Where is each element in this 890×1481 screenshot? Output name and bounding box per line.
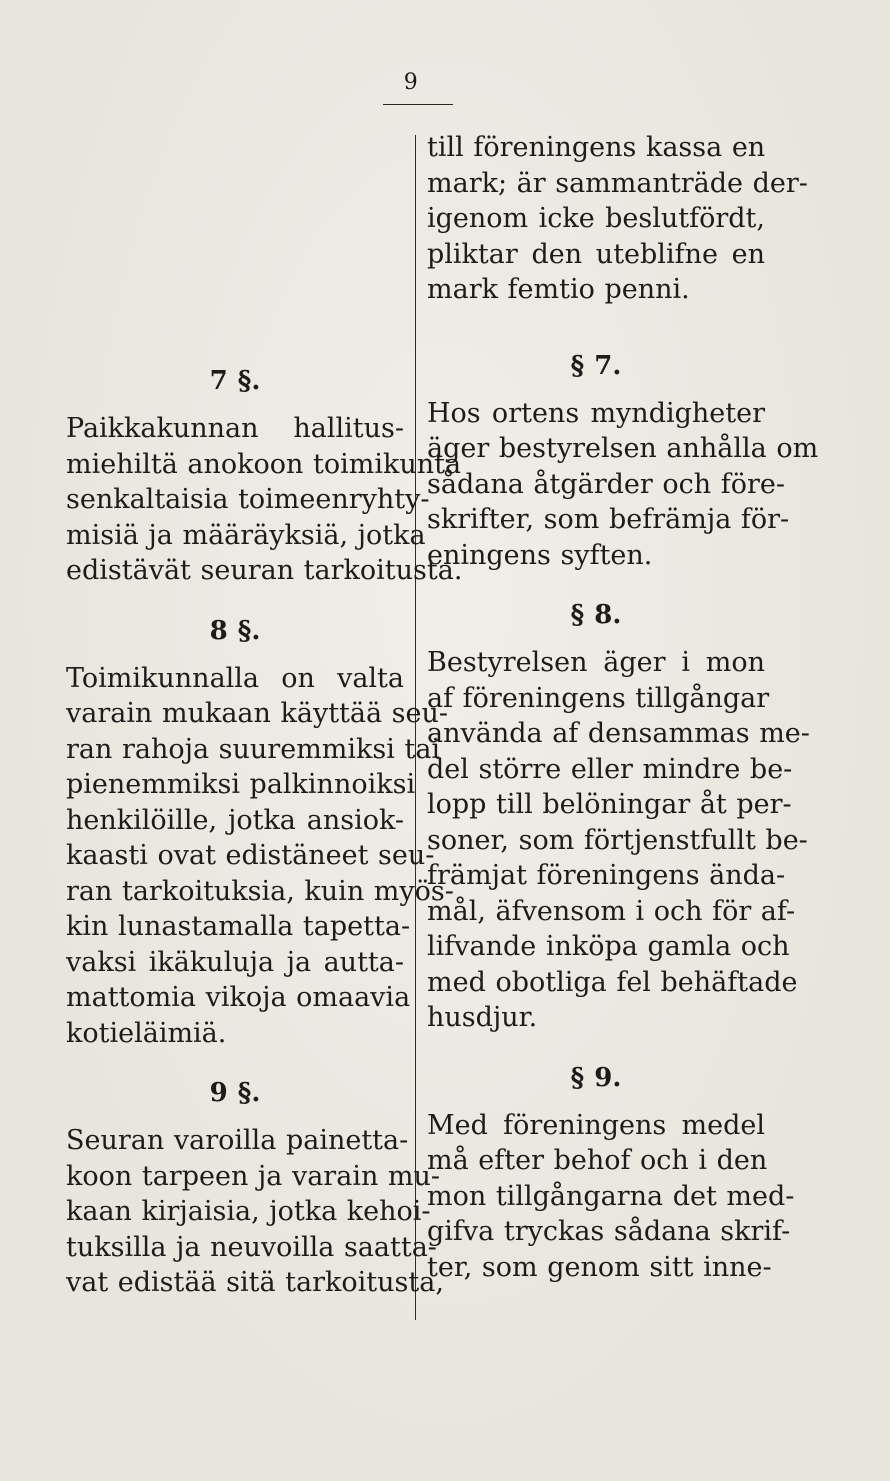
- text-line: varain mukaan käyttää seu-: [66, 698, 449, 729]
- text-line: Bestyrelsen äger i mon: [427, 647, 765, 678]
- section-8-finnish: [66, 601, 454, 1052]
- text-line: koon tarpeen ja varain mu-: [66, 1160, 441, 1192]
- section-8-swedish: [427, 585, 810, 1036]
- text-line: del större eller mindre be-: [427, 753, 793, 785]
- section-heading: § 8.: [570, 600, 622, 630]
- text-line: pliktar den uteblifne en: [427, 238, 765, 270]
- text-line: igenom icke beslutfördt,: [427, 203, 765, 234]
- page-number-rule: [383, 104, 453, 105]
- section-heading: 9 §.: [209, 1078, 261, 1108]
- section-9-finnish: [66, 1063, 444, 1301]
- text-line: kin lunastamalla tapetta-: [66, 911, 411, 942]
- swedish-column: [427, 130, 819, 1285]
- text-line: miehiltä anokoon toimikunta: [66, 448, 462, 480]
- section-heading: 8 §.: [209, 615, 261, 646]
- text-line: pienemmiksi palkinnoiksi: [66, 769, 416, 800]
- text-line: mattomia vikoja omaavia: [66, 982, 411, 1013]
- text-line: Paikkakunnan hallitus-: [66, 413, 404, 444]
- text-line: använda af densammas me-: [427, 718, 810, 749]
- text-line: mon tillgångarna det med-: [427, 1180, 795, 1212]
- text-line: kotieläimiä.: [66, 1017, 227, 1049]
- text-line: soner, som förtjenstfullt be-: [427, 824, 808, 856]
- page-number: 9: [403, 70, 419, 95]
- text-line: Hos ortens myndigheter: [427, 397, 765, 429]
- text-line: vaksi ikäkuluja ja autta-: [66, 946, 404, 978]
- text-line: tuksilla ja neuvoilla saatta-: [66, 1231, 437, 1263]
- text-line: henkilöille, jotka ansiok-: [66, 804, 404, 836]
- text-line: Seuran varoilla painetta-: [66, 1125, 409, 1156]
- text-line: lopp till belöningar åt per-: [427, 789, 792, 820]
- section-heading: 7 §.: [209, 366, 261, 396]
- text-line: till föreningens kassa en: [427, 132, 766, 163]
- text-line: ran tarkoituksia, kuin myös-: [66, 875, 454, 907]
- section-heading: § 7.: [570, 350, 622, 381]
- text-line: med obotliga fel behäftade: [427, 966, 798, 998]
- section-7-finnish: [66, 351, 463, 589]
- text-line: mark femtio penni.: [427, 274, 690, 305]
- section-6-swedish-continuation: [427, 130, 808, 308]
- text-line: ran rahoja suuremmiksi tai: [66, 733, 441, 765]
- text-line: äger bestyrelsen anhålla om: [427, 433, 819, 464]
- section-7-swedish: [427, 336, 819, 574]
- text-line: lifvande inköpa gamla och: [427, 931, 790, 962]
- text-line: ter, som genom sitt inne-: [427, 1251, 772, 1283]
- text-line: senkaltaisia toimeenryhty-: [66, 484, 430, 515]
- text-line: gifva tryckas sådana skrif-: [427, 1216, 791, 1247]
- text-line: skrifter, som befrämja för-: [427, 504, 790, 535]
- text-line: sådana åtgärder och före-: [427, 468, 785, 500]
- text-line: edistävät seuran tarkoitusta.: [66, 555, 463, 586]
- text-line: af föreningens tillgångar: [427, 682, 770, 714]
- text-line: vat edistää sitä tarkoitusta,: [66, 1267, 444, 1298]
- text-line: mål, äfvensom i och för af-: [427, 895, 796, 927]
- text-line: Toimikunnalla on valta: [66, 662, 404, 694]
- text-line: kaan kirjaisia, jotka kehoi-: [66, 1196, 431, 1227]
- text-line: kaasti ovat edistäneet seu-: [66, 840, 435, 871]
- text-line: misiä ja määräyksiä, jotka: [66, 519, 426, 551]
- text-line: må efter behof och i den: [427, 1145, 768, 1176]
- section-9-swedish: [427, 1048, 795, 1286]
- text-line: eningens syften.: [427, 539, 653, 571]
- text-line: mark; är sammanträde der-: [427, 167, 808, 199]
- section-heading: § 9.: [570, 1062, 622, 1093]
- text-line: husdjur.: [427, 1002, 538, 1033]
- left-column-top-space: [66, 130, 404, 327]
- finnish-column: [66, 130, 463, 1301]
- text-line: främjat föreningens ända-: [427, 860, 786, 891]
- text-line: Med föreningens medel: [427, 1109, 765, 1141]
